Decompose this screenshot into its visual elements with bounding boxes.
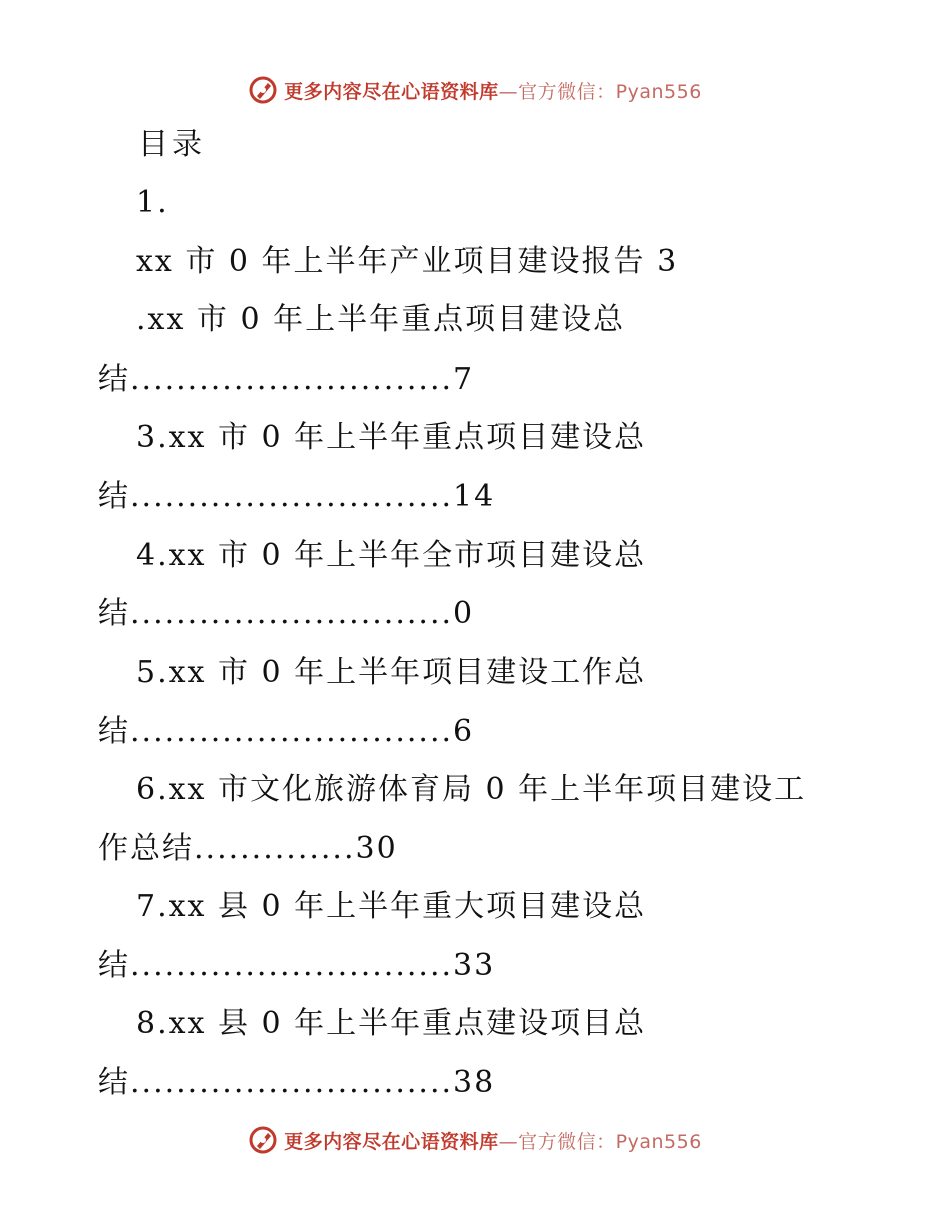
banner-text bbox=[284, 1127, 702, 1154]
toc-line: 结............................33 bbox=[98, 948, 496, 983]
toc-line: 5.xx 市 0 年上半年项目建设工作总 bbox=[136, 655, 647, 690]
toc-line: 结............................7 bbox=[98, 362, 475, 397]
banner-text-light: —官方微信：Pyan556 bbox=[498, 1130, 702, 1153]
pen-logo-icon bbox=[248, 1125, 278, 1155]
banner-text-light: —官方微信：Pyan556 bbox=[498, 80, 702, 103]
toc-line: 3.xx 市 0 年上半年重点项目建设总 bbox=[136, 420, 647, 455]
toc-line: 结............................38 bbox=[98, 1065, 496, 1100]
toc-line: 结............................6 bbox=[98, 714, 475, 749]
banner-text-bold: 更多内容尽在心语资料库 bbox=[284, 80, 499, 103]
toc-line: 结............................14 bbox=[98, 479, 496, 514]
footer-banner bbox=[0, 1120, 950, 1160]
toc-line: 7.xx 县 0 年上半年重大项目建设总 bbox=[136, 889, 647, 924]
toc-line: xx 市 0 年上半年产业项目建设报告 3 bbox=[136, 244, 679, 279]
toc-line: 8.xx 县 0 年上半年重点建设项目总 bbox=[136, 1006, 647, 1041]
toc-line: .xx 市 0 年上半年重点项目建设总 bbox=[136, 302, 626, 337]
toc-line: 6.xx 市文化旅游体育局 0 年上半年项目建设工 bbox=[136, 772, 807, 807]
toc-line: 作总结..............30 bbox=[98, 831, 398, 866]
toc-line: 4.xx 市 0 年上半年全市项目建设总 bbox=[136, 538, 647, 573]
toc-title: 目录 bbox=[138, 127, 206, 162]
toc-line: 结............................0 bbox=[98, 596, 475, 631]
toc-line: 1. bbox=[136, 185, 169, 220]
banner-text-bold: 更多内容尽在心语资料库 bbox=[284, 1130, 499, 1153]
